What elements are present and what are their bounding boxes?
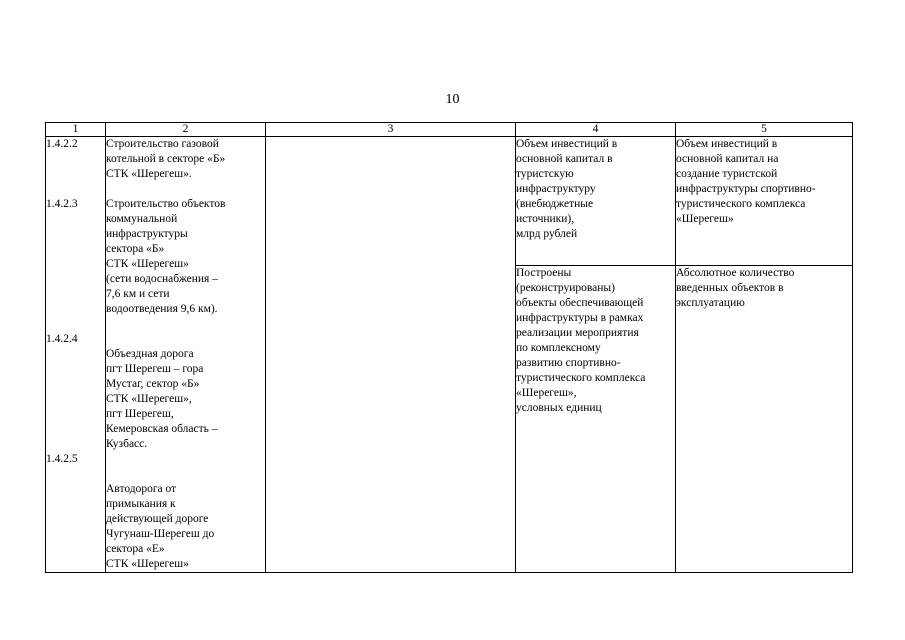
code-1-4-2-4: 1.4.2.4	[46, 333, 78, 345]
goal-objects: Абсолютное количество введенных объектов в эксплуатацию	[676, 267, 795, 309]
object-highway: Автодорога от примыкания к действующей дороге Чугунаш-Шерегеш до сектора «Е» СТК «Шерегеш»	[106, 483, 215, 570]
header-row	[46, 123, 853, 137]
code-1-4-2-2: 1.4.2.2	[46, 138, 78, 150]
indicator-investment: Объем инвестиций в основной капитал в туристскую инфраструктуру (внебюджетные источники), млрд рублей	[516, 138, 618, 240]
goal-objects-cell	[676, 266, 853, 573]
object-utilities: Строительство объектов коммунальной инфраструктуры сектора «Б» СТК «Шерегеш» (сети водоснабжения – 7,6 км и сети водоотведения 9,6 км).	[106, 198, 226, 315]
header-col-2: 2	[106, 123, 266, 137]
page-number: 10	[445, 92, 460, 107]
code-1-4-2-3: 1.4.2.3	[46, 198, 78, 210]
goal-investment: Объем инвестиций в основной капитал на создание туристской инфраструктуры спортивно- туристического комплекса «Шерегеш»	[676, 138, 816, 225]
goal-investment-cell	[676, 137, 853, 266]
indicator-objects: Построены (реконструированы) объекты обеспечивающей инфраструктуры в рамках реализации мероприятия по комплексному развитию спортивно- туристического комплекса «Шерегеш», условных единиц	[516, 267, 646, 414]
indicator-objects-cell	[516, 266, 676, 573]
header-col-5: 5	[676, 123, 853, 137]
header-col-4: 4	[516, 123, 676, 137]
table-row	[46, 137, 853, 266]
header-col-3: 3	[266, 123, 516, 137]
objects-cell	[106, 137, 266, 573]
code-1-4-2-5: 1.4.2.5	[46, 453, 78, 465]
indicator-investment-cell	[516, 137, 676, 266]
object-bypass-road: Объездная дорога пгт Шерегеш – гора Мустаг, сектор «Б» СТК «Шерегеш», пгт Шерегеш, Кемеровская область – Кузбасс.	[106, 348, 218, 450]
codes-cell	[46, 137, 106, 573]
header-col-1: 1	[46, 123, 106, 137]
document-table	[45, 122, 853, 573]
object-gas-boiler: Строительство газовой котельной в секторе «Б» СТК «Шерегеш».	[106, 138, 226, 180]
column-3-empty	[266, 137, 516, 573]
